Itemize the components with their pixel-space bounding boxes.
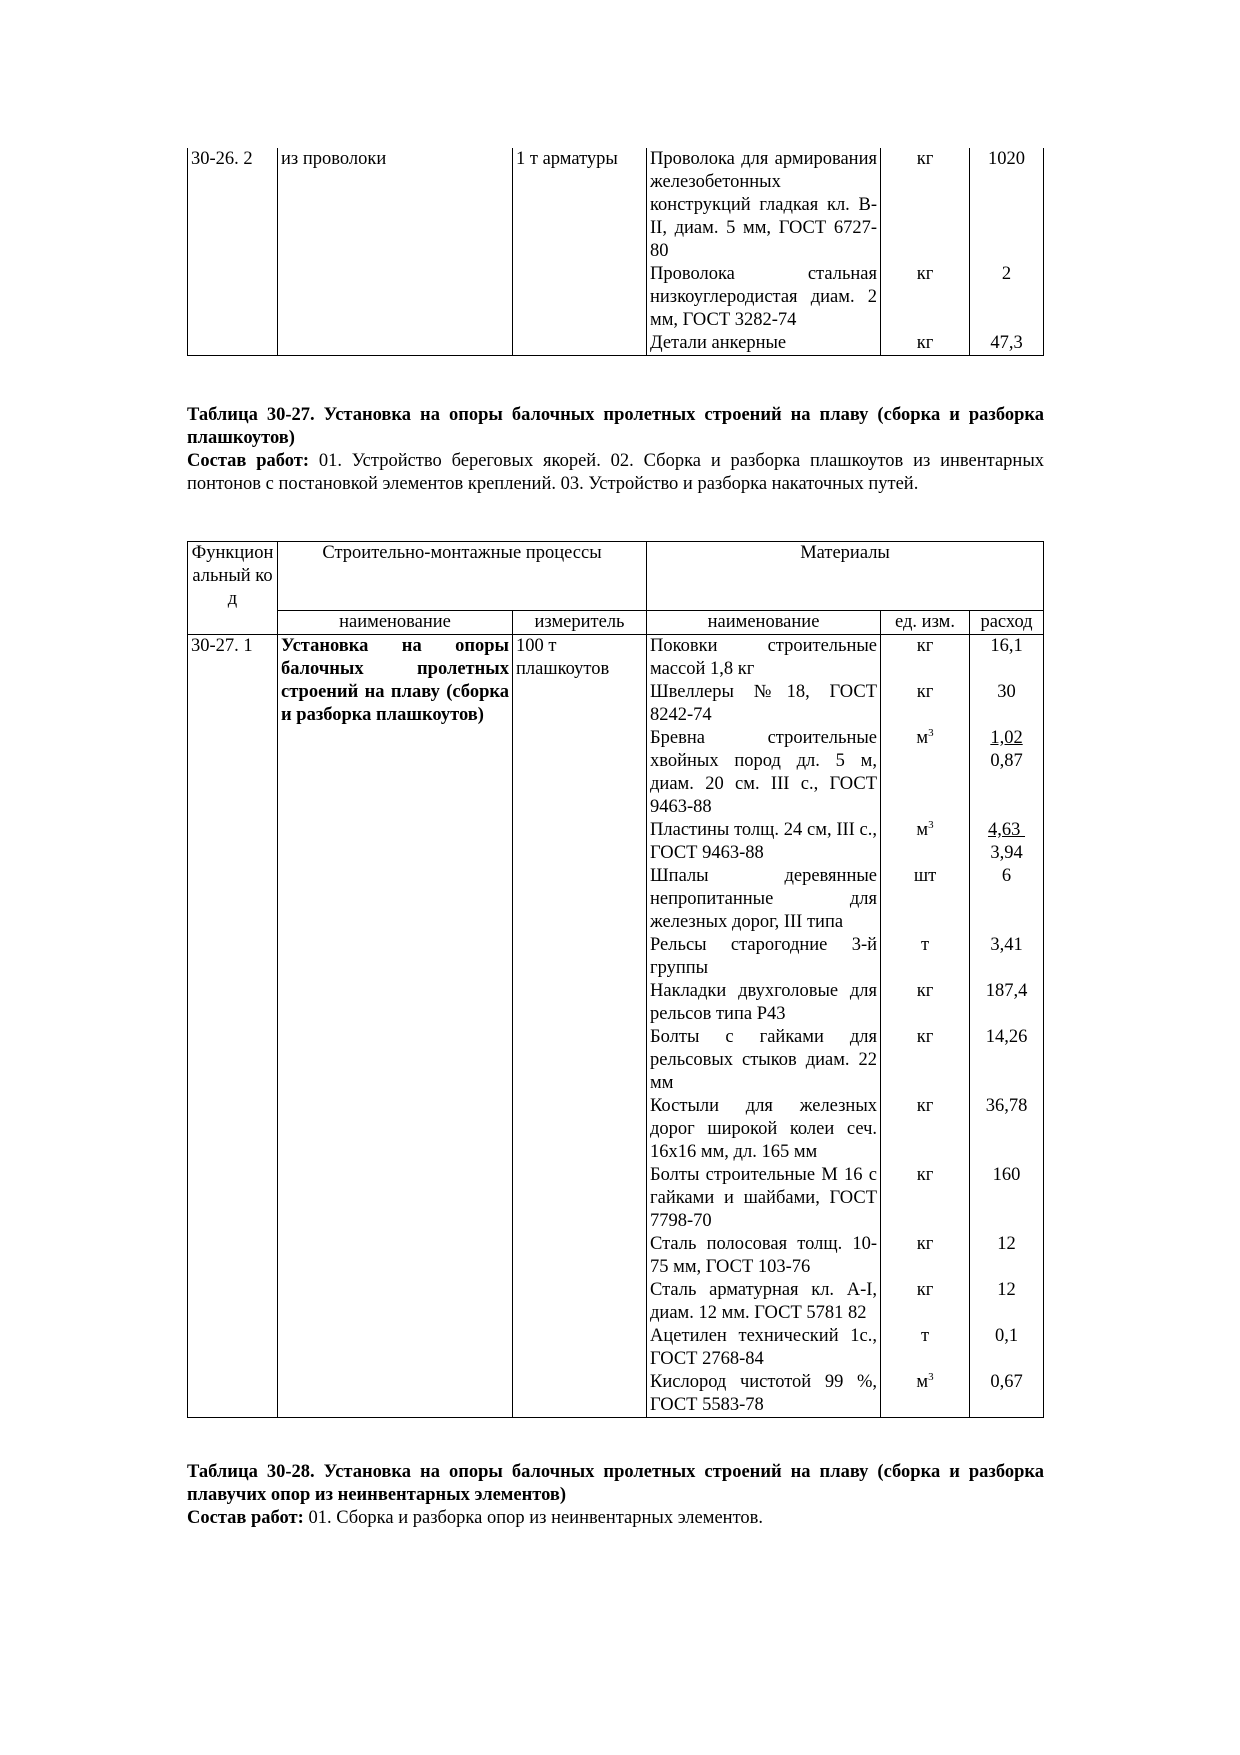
material-name: Пластины толщ. 24 см, III с., ГОСТ 9463-88 — [647, 819, 881, 865]
material-unit: кг — [881, 635, 970, 682]
material-name: Кислород чистотой 99 %, ГОСТ 5583-78 — [647, 1371, 881, 1418]
material-name: Сталь арматурная кл. А-I, диам. 12 мм. ГОСТ 5781 82 — [647, 1279, 881, 1325]
material-name: Швеллеры №18, ГОСТ 8242-74 — [647, 681, 881, 727]
material-unit: кг — [881, 1233, 970, 1279]
process-name: из проволоки — [278, 148, 513, 356]
material-qty: 160 — [970, 1164, 1044, 1233]
work-composition — [187, 1507, 1044, 1530]
table-row — [188, 148, 1044, 263]
material-name: Сталь полосовая толщ. 10-75 мм, ГОСТ 103-76 — [647, 1233, 881, 1279]
material-qty: 30 — [970, 681, 1044, 727]
material-qty: 36,78 — [970, 1095, 1044, 1164]
material-qty: 6 — [970, 865, 1044, 934]
material-unit: $м^3$ — [881, 727, 970, 819]
material-unit: $м^3$ — [881, 1371, 970, 1418]
header-material-qty: расход — [970, 611, 1044, 635]
table-row — [188, 635, 1044, 682]
composition-text: 01. Сборка и разборка опор из неинвентарных элементов. — [303, 1508, 764, 1528]
material-name: Детали анкерные — [647, 332, 881, 356]
work-composition — [187, 450, 1044, 496]
material-qty: 16,1 — [970, 635, 1044, 682]
material-unit: кг — [881, 148, 970, 263]
material-name: Шпалы деревянные непропитанные для железных дорог, III типа — [647, 865, 881, 934]
header-row — [188, 611, 1044, 635]
material-name: Болты строительные М 16 с гайками и шайбами, ГОСТ 7798-70 — [647, 1164, 881, 1233]
material-name: Рельсы старогодние 3-й группы — [647, 934, 881, 980]
material-unit: кг — [881, 332, 970, 356]
process-name: Установка на опоры балочных пролетных строений на плаву (сборка и разборка плашкоутов) — [278, 635, 513, 1418]
material-unit: $м^3$ — [881, 819, 970, 865]
header-process-name: наименование — [278, 611, 513, 635]
material-qty: 1020 — [970, 148, 1044, 263]
material-name: Проволока для армирования железобетонных конструкций гладкая кл. В-II, диам. 5 мм, ГОСТ 6727-80 — [647, 148, 881, 263]
composition-label: Состав работ: — [187, 1508, 304, 1528]
material-unit: кг — [881, 1164, 970, 1233]
material-qty: 0,67 — [970, 1371, 1044, 1418]
header-materials: Материалы — [647, 542, 1044, 611]
material-qty: 2 — [970, 263, 1044, 332]
table-30-26 — [187, 148, 1044, 356]
material-unit: кг — [881, 263, 970, 332]
material-unit: кг — [881, 1026, 970, 1095]
header-material-unit: ед. изм. — [881, 611, 970, 635]
material-name: Бревна строительные хвойных пород дл. 5 м, диам. 20 см. III с., ГОСТ 9463-88 — [647, 727, 881, 819]
functional-code: 30-26. 2 — [188, 148, 278, 356]
composition-label: Состав работ: — [187, 451, 310, 471]
material-qty: 4,63 3,94 — [970, 819, 1044, 865]
material-unit: т — [881, 934, 970, 980]
material-qty: 14,26 — [970, 1026, 1044, 1095]
process-meter: 100 т плашкоутов — [513, 635, 647, 1418]
header-row — [188, 542, 1044, 611]
material-name: Ацетилен технический 1с., ГОСТ 2768-84 — [647, 1325, 881, 1371]
material-qty: 1,02 0,87 — [970, 727, 1044, 819]
process-meter: 1 т арматуры — [513, 148, 647, 356]
material-unit: кг — [881, 980, 970, 1026]
section-30-27-header — [187, 404, 1044, 496]
material-unit: кг — [881, 1279, 970, 1325]
section-30-28-header — [187, 1461, 1044, 1530]
material-name: Болты с гайками для рельсовых стыков диам. 22 мм — [647, 1026, 881, 1095]
material-unit: т — [881, 1325, 970, 1371]
material-unit: кг — [881, 681, 970, 727]
material-qty: 3,41 — [970, 934, 1044, 980]
table-title: Таблица 30-27. Установка на опоры балочных пролетных строений на плаву (сборка и разборка плашкоутов) — [187, 405, 1044, 448]
material-name: Проволока стальная низкоуглеродистая диам. 2 мм, ГОСТ 3282-74 — [647, 263, 881, 332]
material-qty: 47,3 — [970, 332, 1044, 356]
material-name: Поковки строительные массой 1,8 кг — [647, 635, 881, 682]
functional-code: 30-27. 1 — [188, 635, 278, 1418]
header-processes: Строительно-монтажные процессы — [278, 542, 647, 611]
header-functional-code: Функциональный код — [188, 542, 278, 635]
composition-text: 01. Устройство береговых якорей. 02. Сборка и разборка плашкоутов из инвентарных понтонов с постановкой элементов креплений. 03. Устройство и разборка накаточных путей. — [187, 451, 1044, 494]
header-process-meter: измеритель — [513, 611, 647, 635]
material-name: Накладки двухголовые для рельсов типа Р43 — [647, 980, 881, 1026]
table-30-27 — [187, 541, 1044, 1418]
material-qty: 12 — [970, 1233, 1044, 1279]
material-unit: шт — [881, 865, 970, 934]
material-name: Костыли для железных дорог широкой колеи сеч. 16х16 мм, дл. 165 мм — [647, 1095, 881, 1164]
material-unit: кг — [881, 1095, 970, 1164]
material-qty: 12 — [970, 1279, 1044, 1325]
material-qty: 187,4 — [970, 980, 1044, 1026]
table-title: Таблица 30-28. Установка на опоры балочных пролетных строений на плаву (сборка и разборка плавучих опор из неинвентарных элементов) — [187, 1462, 1044, 1505]
material-qty: 0,1 — [970, 1325, 1044, 1371]
header-material-name: наименование — [647, 611, 881, 635]
